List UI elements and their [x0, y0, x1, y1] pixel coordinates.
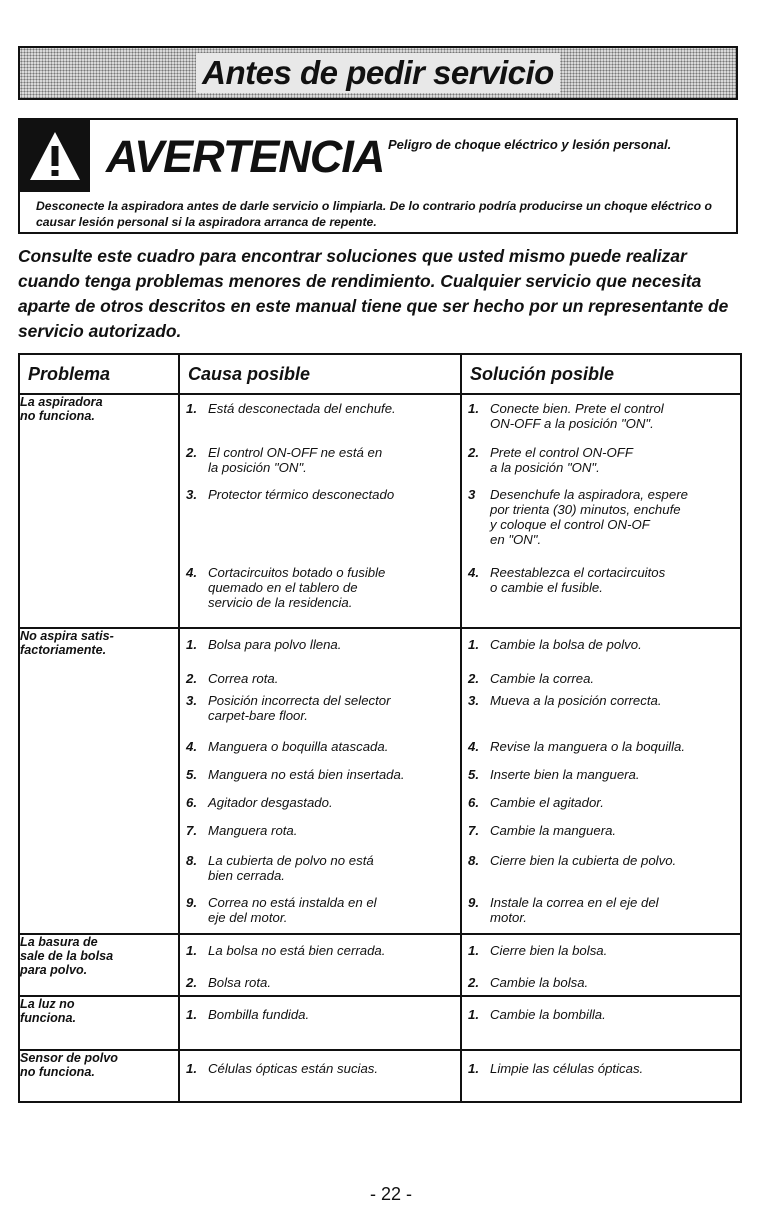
header-solution: Solución posible — [461, 354, 741, 394]
item-number: 3. — [468, 693, 479, 708]
item-number: 1. — [468, 637, 479, 652]
item-text: Limpie las células ópticas. — [490, 1061, 644, 1076]
item-number: 1. — [186, 943, 197, 958]
cause-item — [180, 853, 456, 883]
item-text: Cierre bien la cubierta de polvo. — [490, 853, 677, 868]
item-text: Manguera rota. — [208, 823, 298, 838]
warning-title: AVERTENCIA — [106, 131, 385, 182]
solution-item — [462, 1061, 736, 1076]
cause-item — [180, 1061, 456, 1076]
problem-cell: La aspiradora no funciona. — [19, 394, 179, 628]
intro-paragraph: Consulte este cuadro para encontrar soluciones que usted mismo puede realizar cuando tenga problemas menores de rendimiento. Cualquier servicio que necesita aparte de otros descritos en este manual tiene que ser hecho por un representante de servicio autorizado. — [18, 246, 729, 341]
item-text: Manguera o boquilla atascada. — [208, 739, 389, 754]
item-number: 3. — [186, 693, 197, 708]
warning-triangle-icon — [28, 130, 82, 182]
item-text: Cambie el agitador. — [490, 795, 604, 810]
problem-cell: No aspira satis- factoriamente. — [19, 628, 179, 934]
cause-item — [180, 767, 456, 782]
solution-item — [462, 853, 736, 868]
warning-text: Desconecte la aspiradora antes de darle servicio o limpiarla. De lo contrario podría producirse un choque eléctrico o causar lesión personal si la aspiradora arranca de repente. — [36, 199, 712, 229]
item-number: 8. — [468, 853, 479, 868]
table-row — [19, 934, 741, 996]
item-text: Bombilla fundida. — [208, 1007, 310, 1022]
item-text: Manguera no está bien insertada. — [208, 767, 405, 782]
item-text: La cubierta de polvo no está bien cerrada. — [208, 853, 374, 883]
problem-cell: La basura de sale de la bolsa para polvo. — [19, 934, 179, 996]
item-text: Cambie la bolsa de polvo. — [490, 637, 642, 652]
item-text: Correa rota. — [208, 671, 279, 686]
item-number: 1. — [468, 1061, 479, 1076]
item-number: 3. — [186, 487, 197, 502]
troubleshooting-table — [18, 353, 742, 1103]
table-row — [19, 996, 741, 1050]
header-problem: Problema — [19, 354, 179, 394]
item-text: Está desconectada del enchufe. — [208, 401, 396, 416]
warning-subtitle: Peligro de choque eléctrico y lesión personal. — [388, 137, 672, 152]
cause-item — [180, 1007, 456, 1022]
item-text: Inserte bien la manguera. — [490, 767, 640, 782]
problem-cell: La luz no funciona. — [19, 996, 179, 1050]
item-number: 4. — [468, 565, 479, 580]
cause-item — [180, 795, 456, 810]
solution-item — [462, 487, 736, 547]
solution-cell — [461, 934, 741, 996]
warning-icon-background — [20, 120, 90, 192]
cause-item — [180, 895, 456, 925]
item-text: Revise la manguera o la boquilla. — [490, 739, 685, 754]
solution-item — [462, 943, 736, 958]
item-text: Reestablezca el cortacircuitos o cambie el fusible. — [490, 565, 666, 595]
table-row — [19, 1050, 741, 1102]
item-text: Posición incorrecta del selector carpet-bare floor. — [208, 693, 391, 723]
table-row — [19, 394, 741, 628]
item-text: Cambie la correa. — [490, 671, 595, 686]
cause-item — [180, 943, 456, 958]
item-number: 7. — [186, 823, 197, 838]
table-header-row — [19, 354, 741, 394]
cause-item — [180, 487, 456, 502]
item-text: Cambie la bolsa. — [490, 975, 589, 990]
item-number: 8. — [186, 853, 197, 868]
page-number: - 22 - — [369, 1184, 412, 1204]
item-number: 2. — [468, 671, 479, 686]
item-text: Cambie la manguera. — [490, 823, 617, 838]
section-title: Antes de pedir servicio — [196, 53, 560, 93]
solution-item — [462, 795, 736, 810]
cause-cell — [179, 394, 461, 628]
solution-cell — [461, 394, 741, 628]
item-number: 1. — [468, 1007, 479, 1022]
solution-cell — [461, 628, 741, 934]
item-number: 2. — [186, 671, 197, 686]
solution-item — [462, 1007, 736, 1022]
cause-item — [180, 637, 456, 652]
item-number: 2. — [468, 975, 479, 990]
item-text: Cambie la bombilla. — [490, 1007, 606, 1022]
item-text: Bolsa rota. — [208, 975, 272, 990]
solution-cell — [461, 1050, 741, 1102]
item-text: Cortacircuitos botado o fusible quemado en el tablero de servicio de la residencia. — [208, 565, 386, 610]
cause-item — [180, 445, 456, 475]
item-number: 1. — [468, 401, 479, 416]
item-number: 2. — [186, 445, 197, 460]
item-text: Cierre bien la bolsa. — [490, 943, 608, 958]
solution-item — [462, 637, 736, 652]
table-row — [19, 628, 741, 934]
cause-item — [180, 975, 456, 990]
item-number: 4. — [186, 739, 197, 754]
warning-box — [18, 118, 738, 234]
item-text: Bolsa para polvo llena. — [208, 637, 342, 652]
section-banner — [18, 46, 738, 100]
item-number: 5. — [186, 767, 197, 782]
item-number: 7. — [468, 823, 479, 838]
cause-item — [180, 671, 456, 686]
solution-item — [462, 565, 736, 595]
cause-cell — [179, 934, 461, 996]
cause-cell — [179, 996, 461, 1050]
solution-item — [462, 767, 736, 782]
solution-item — [462, 401, 736, 431]
cause-item — [180, 739, 456, 754]
item-number: 9. — [186, 895, 197, 910]
cause-item — [180, 401, 456, 416]
item-number: 9. — [468, 895, 479, 910]
item-number: 3 — [468, 487, 476, 502]
item-text: La bolsa no está bien cerrada. — [208, 943, 386, 958]
item-text: Protector térmico desconectado — [208, 487, 395, 502]
item-number: 1. — [468, 943, 479, 958]
item-text: Conecte bien. Prete el control ON-OFF a la posición "ON". — [490, 401, 664, 431]
solution-item — [462, 445, 736, 475]
item-number: 2. — [186, 975, 197, 990]
item-number: 1. — [186, 1061, 197, 1076]
cause-item — [180, 565, 456, 610]
solution-item — [462, 693, 736, 708]
item-number: 5. — [468, 767, 479, 782]
item-number: 6. — [468, 795, 479, 810]
item-text: Mueva a la posición correcta. — [490, 693, 662, 708]
cause-cell — [179, 628, 461, 934]
solution-cell — [461, 996, 741, 1050]
item-text: Desenchufe la aspiradora, espere por trienta (30) minutos, enchufe y coloque el control ON-OF en "ON". — [490, 487, 688, 547]
item-text: Prete el control ON-OFF a la posición "ON". — [490, 445, 633, 475]
problem-cell: Sensor de polvo no funciona. — [19, 1050, 179, 1102]
item-text: Instale la correa en el eje del motor. — [490, 895, 659, 925]
cause-cell — [179, 1050, 461, 1102]
solution-item — [462, 823, 736, 838]
item-number: 2. — [468, 445, 479, 460]
item-number: 4. — [186, 565, 197, 580]
item-text: El control ON-OFF ne está en la posición "ON". — [208, 445, 383, 475]
item-number: 1. — [186, 637, 197, 652]
solution-item — [462, 975, 736, 990]
header-cause: Causa posible — [179, 354, 461, 394]
item-text: Células ópticas están sucias. — [208, 1061, 379, 1076]
cause-item — [180, 693, 456, 723]
solution-item — [462, 895, 736, 925]
solution-item — [462, 739, 736, 754]
item-number: 6. — [186, 795, 197, 810]
item-number: 1. — [186, 401, 197, 416]
item-number: 4. — [468, 739, 479, 754]
solution-item — [462, 671, 736, 686]
item-text: Agitador desgastado. — [208, 795, 333, 810]
item-text: Correa no está instalda en el eje del motor. — [208, 895, 377, 925]
item-number: 1. — [186, 1007, 197, 1022]
cause-item — [180, 823, 456, 838]
